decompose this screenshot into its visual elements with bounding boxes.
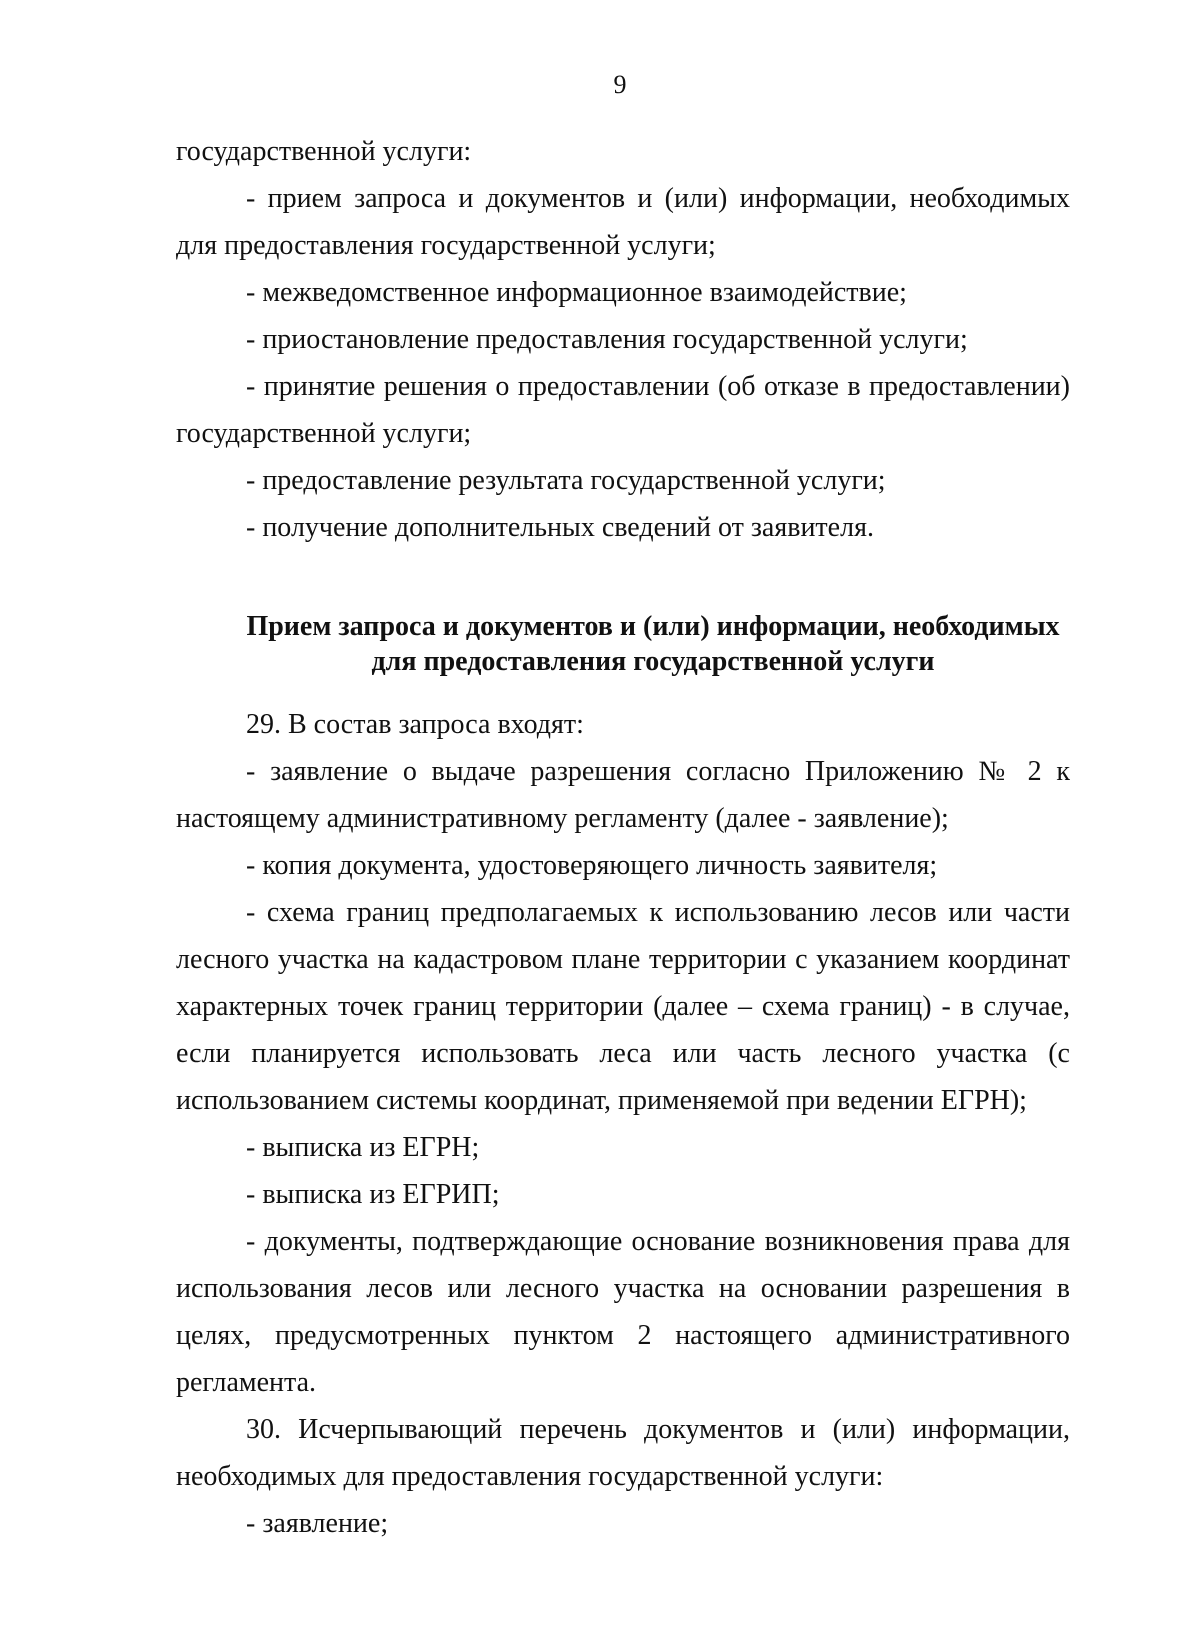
document-body	[176, 128, 1070, 1547]
list-item: - принятие решения о предоставлении (об отказе в предоставлении) государственной услуги;	[176, 371, 1070, 449]
list-item: - прием запроса и документов и (или) информации, необходимых для предоставления государственной услуги;	[176, 183, 1070, 261]
list-item: - заявление о выдаче разрешения согласно Приложению № 2 к настоящему административному регламенту (далее - заявление);	[176, 756, 1070, 834]
list-item: - приостановление предоставления государственной услуги;	[246, 324, 968, 355]
list-item: - документы, подтверждающие основание возникновения права для использования лесов или лесного участка на основании разрешения в целях, предусмотренных пунктом 2 настоящего административного регламента.	[176, 1226, 1070, 1398]
section-heading-line-2: для предоставления государственной услуги	[371, 646, 935, 677]
paragraph: 29. В состав запроса входят:	[246, 709, 584, 740]
bottom-paragraphs	[176, 701, 1070, 1547]
top-paragraphs	[176, 128, 1070, 551]
section-heading-line-1: Прием запроса и документов и (или) информации, необходимых	[246, 611, 1060, 642]
list-item: - получение дополнительных сведений от заявителя.	[246, 512, 874, 543]
list-item: - схема границ предполагаемых к использованию лесов или части лесного участка на кадастровом плане территории с указанием координат характерных точек границ территории (далее – схема границ) - в случае, если планируется использовать леса или часть лесного участка (с использованием системы координат, применяемой при ведении ЕГРН);	[176, 897, 1070, 1116]
paragraph: государственной услуги:	[176, 136, 472, 167]
list-item: - копия документа, удостоверяющего личность заявителя;	[246, 850, 938, 881]
paragraph: 30. Исчерпывающий перечень документов и (или) информации, необходимых для предоставления государственной услуги:	[176, 1414, 1070, 1492]
section-heading	[176, 609, 1070, 679]
page-number: 9	[613, 70, 627, 99]
list-item: - выписка из ЕГРН;	[246, 1132, 480, 1163]
list-item: - межведомственное информационное взаимодействие;	[246, 277, 907, 308]
list-item: - предоставление результата государственной услуги;	[246, 465, 886, 496]
list-item: - заявление;	[246, 1508, 389, 1539]
list-item: - выписка из ЕГРИП;	[246, 1179, 500, 1210]
